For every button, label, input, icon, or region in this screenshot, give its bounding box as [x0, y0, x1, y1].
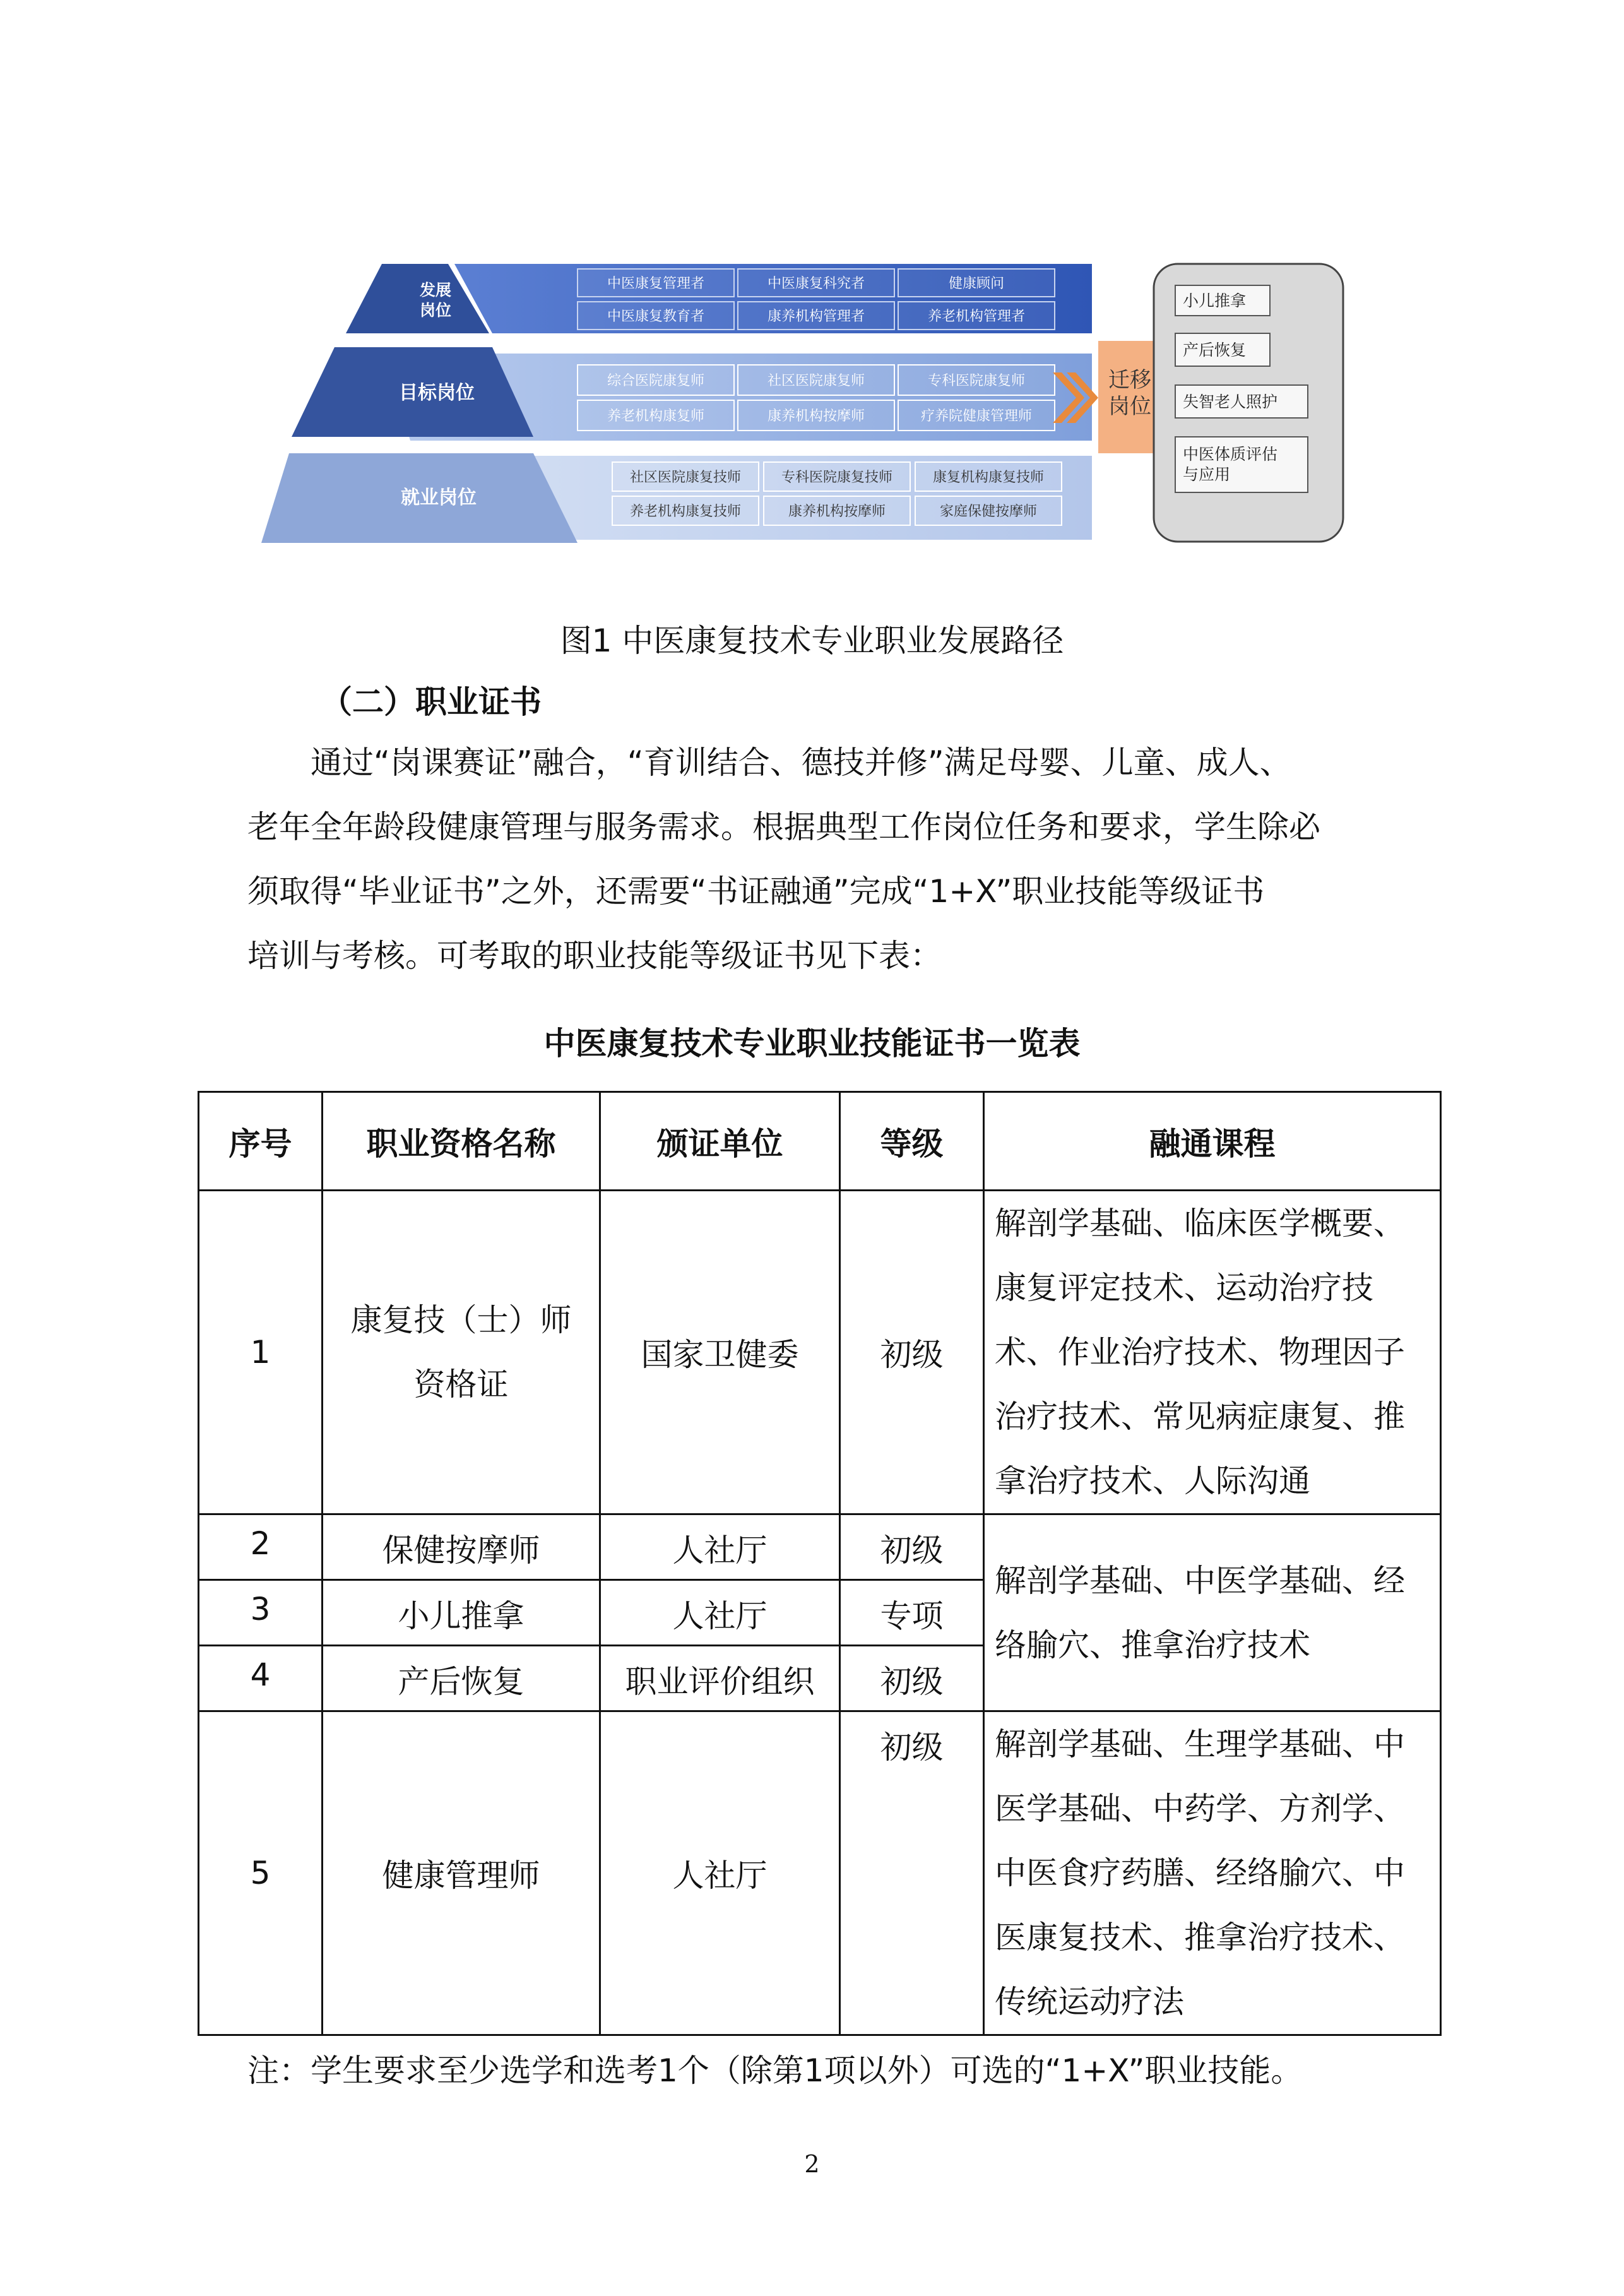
- course-line: 医康复技术、推拿治疗技术、: [995, 1919, 1405, 1956]
- row-number: 4: [199, 1646, 323, 1711]
- course-line: 治疗技术、常见病症康复、推: [995, 1398, 1405, 1435]
- row-number: 2: [199, 1514, 323, 1580]
- development-job-label: 养老机构管理者: [927, 309, 1026, 324]
- row-number: 3: [199, 1580, 323, 1646]
- pyramid-top-label: 发展: [419, 281, 452, 299]
- cert-name: [323, 1191, 600, 1514]
- header-cell: 融通课程: [984, 1092, 1441, 1191]
- development-job-label: 中医康复教育者: [607, 309, 705, 324]
- target-job-label: 养老机构康复师: [607, 408, 705, 424]
- pyramid-top-label-2: 岗位: [419, 301, 452, 319]
- issuer: 人社厅: [600, 1580, 840, 1646]
- row-number: 1: [199, 1191, 323, 1514]
- employment-job-label: 康复机构康复技师: [932, 470, 1045, 485]
- page-number: 2: [804, 2150, 820, 2178]
- development-job-label: 康养机构管理者: [767, 309, 865, 324]
- cert-name: 保健按摩师: [323, 1514, 600, 1580]
- body-paragraph: [247, 730, 1402, 988]
- migration-item-label: 小儿推拿: [1183, 292, 1247, 310]
- course-line: 传统运动疗法: [995, 1984, 1184, 2020]
- paragraph-line: 通过“岗课赛证”融合，“育训结合、德技并修”满足母婴、儿童、成人、: [311, 744, 1291, 781]
- cert-name: 小儿推拿: [323, 1580, 600, 1646]
- cert-name: 产后恢复: [323, 1646, 600, 1711]
- migration-label-line1: 迁移: [1108, 367, 1151, 393]
- paragraph-line: 须取得“毕业证书”之外，还需要“书证融通”完成“1+X”职业技能等级证书: [247, 873, 1265, 910]
- development-job-label: 中医康复管理者: [607, 276, 705, 292]
- migration-item-label: 与应用: [1183, 465, 1231, 484]
- header-cell: 等级: [840, 1092, 984, 1191]
- cert-name-line: 资格证: [413, 1366, 509, 1403]
- migration-label-line2: 岗位: [1108, 394, 1151, 419]
- development-job-label: 健康顾问: [948, 276, 1005, 292]
- issuer: 国家卫健委: [600, 1191, 840, 1514]
- header-cell: 序号: [199, 1092, 323, 1191]
- career-path-diagram: [252, 253, 1363, 549]
- cert-name: 健康管理师: [323, 1711, 600, 2035]
- paragraph-line: 老年全年龄段健康管理与服务需求。根据典型工作岗位任务和要求，学生除必: [247, 809, 1320, 845]
- employment-job-label: 养老机构康复技师: [629, 504, 742, 520]
- level: 初级: [840, 1711, 984, 2035]
- issuer: 职业评价组织: [600, 1646, 840, 1711]
- header-cell: 颁证单位: [600, 1092, 840, 1191]
- employment-job-label: 社区医院康复技师: [629, 470, 742, 485]
- row-number: 5: [199, 1711, 323, 2035]
- table-note: 注：学生要求至少选学和选考1个（除第1项以外）可选的“1+X”职业技能。: [247, 2052, 1303, 2089]
- table-row: [199, 1711, 1441, 2035]
- development-job-label: 中医康复科究者: [767, 276, 865, 292]
- employment-job-label: 专科医院康复技师: [781, 470, 893, 485]
- employment-job-label: 康养机构按摩师: [788, 504, 886, 520]
- migration-item-label: 中医体质评估: [1183, 445, 1278, 463]
- target-job-label: 康养机构按摩师: [767, 408, 865, 424]
- pyramid-middle-label: 目标岗位: [399, 382, 475, 404]
- section-heading: （二）职业证书: [321, 684, 542, 720]
- table-row: [199, 1514, 1441, 1580]
- course-line: 术、作业治疗技术、物理因子: [995, 1334, 1405, 1371]
- level: 初级: [840, 1646, 984, 1711]
- level: 初级: [840, 1514, 984, 1580]
- course-cell: [984, 1191, 1441, 1514]
- target-job-label: 专科医院康复师: [927, 373, 1026, 389]
- course-line: 中医食疗药膳、经络腧穴、中: [995, 1855, 1405, 1891]
- table-header-row: [199, 1092, 1441, 1191]
- issuer: 人社厅: [600, 1514, 840, 1580]
- table-title: 中医康复技术专业职业技能证书一览表: [543, 1025, 1081, 1062]
- paragraph-line: 培训与考核。可考取的职业技能等级证书见下表：: [247, 937, 942, 974]
- course-line: 解剖学基础、中医学基础、经: [995, 1562, 1405, 1599]
- level: 初级: [840, 1191, 984, 1514]
- course-line: 络腧穴、推拿治疗技术: [995, 1626, 1310, 1663]
- issuer: 人社厅: [600, 1711, 840, 2035]
- course-line: 拿治疗技术、人际沟通: [995, 1463, 1310, 1499]
- figure-caption: 图1 中医康复技术专业职业发展路径: [560, 622, 1064, 659]
- target-job-label: 综合医院康复师: [607, 373, 705, 389]
- target-job-label: 社区医院康复师: [767, 373, 865, 389]
- table-row: [199, 1191, 1441, 1514]
- course-cell: [984, 1514, 1441, 1711]
- migration-item-label: 失智老人照护: [1183, 393, 1278, 411]
- course-line: 康复评定技术、运动治疗技: [995, 1270, 1373, 1306]
- course-line: 医学基础、中药学、方剂学、: [995, 1790, 1405, 1827]
- target-job-label: 疗养院健康管理师: [920, 408, 1033, 424]
- migration-item-label: 产后恢复: [1183, 341, 1247, 359]
- pyramid-bottom-label: 就业岗位: [401, 487, 477, 509]
- level: 专项: [840, 1580, 984, 1646]
- course-cell: [984, 1711, 1441, 2035]
- cert-name-line: 康复技（士）师: [350, 1302, 572, 1338]
- certificate-table: [198, 1091, 1442, 2036]
- course-line: 解剖学基础、临床医学概要、: [995, 1205, 1405, 1242]
- employment-job-label: 家庭保健按摩师: [939, 504, 1038, 520]
- header-cell: 职业资格名称: [323, 1092, 600, 1191]
- course-line: 解剖学基础、生理学基础、中: [995, 1726, 1405, 1763]
